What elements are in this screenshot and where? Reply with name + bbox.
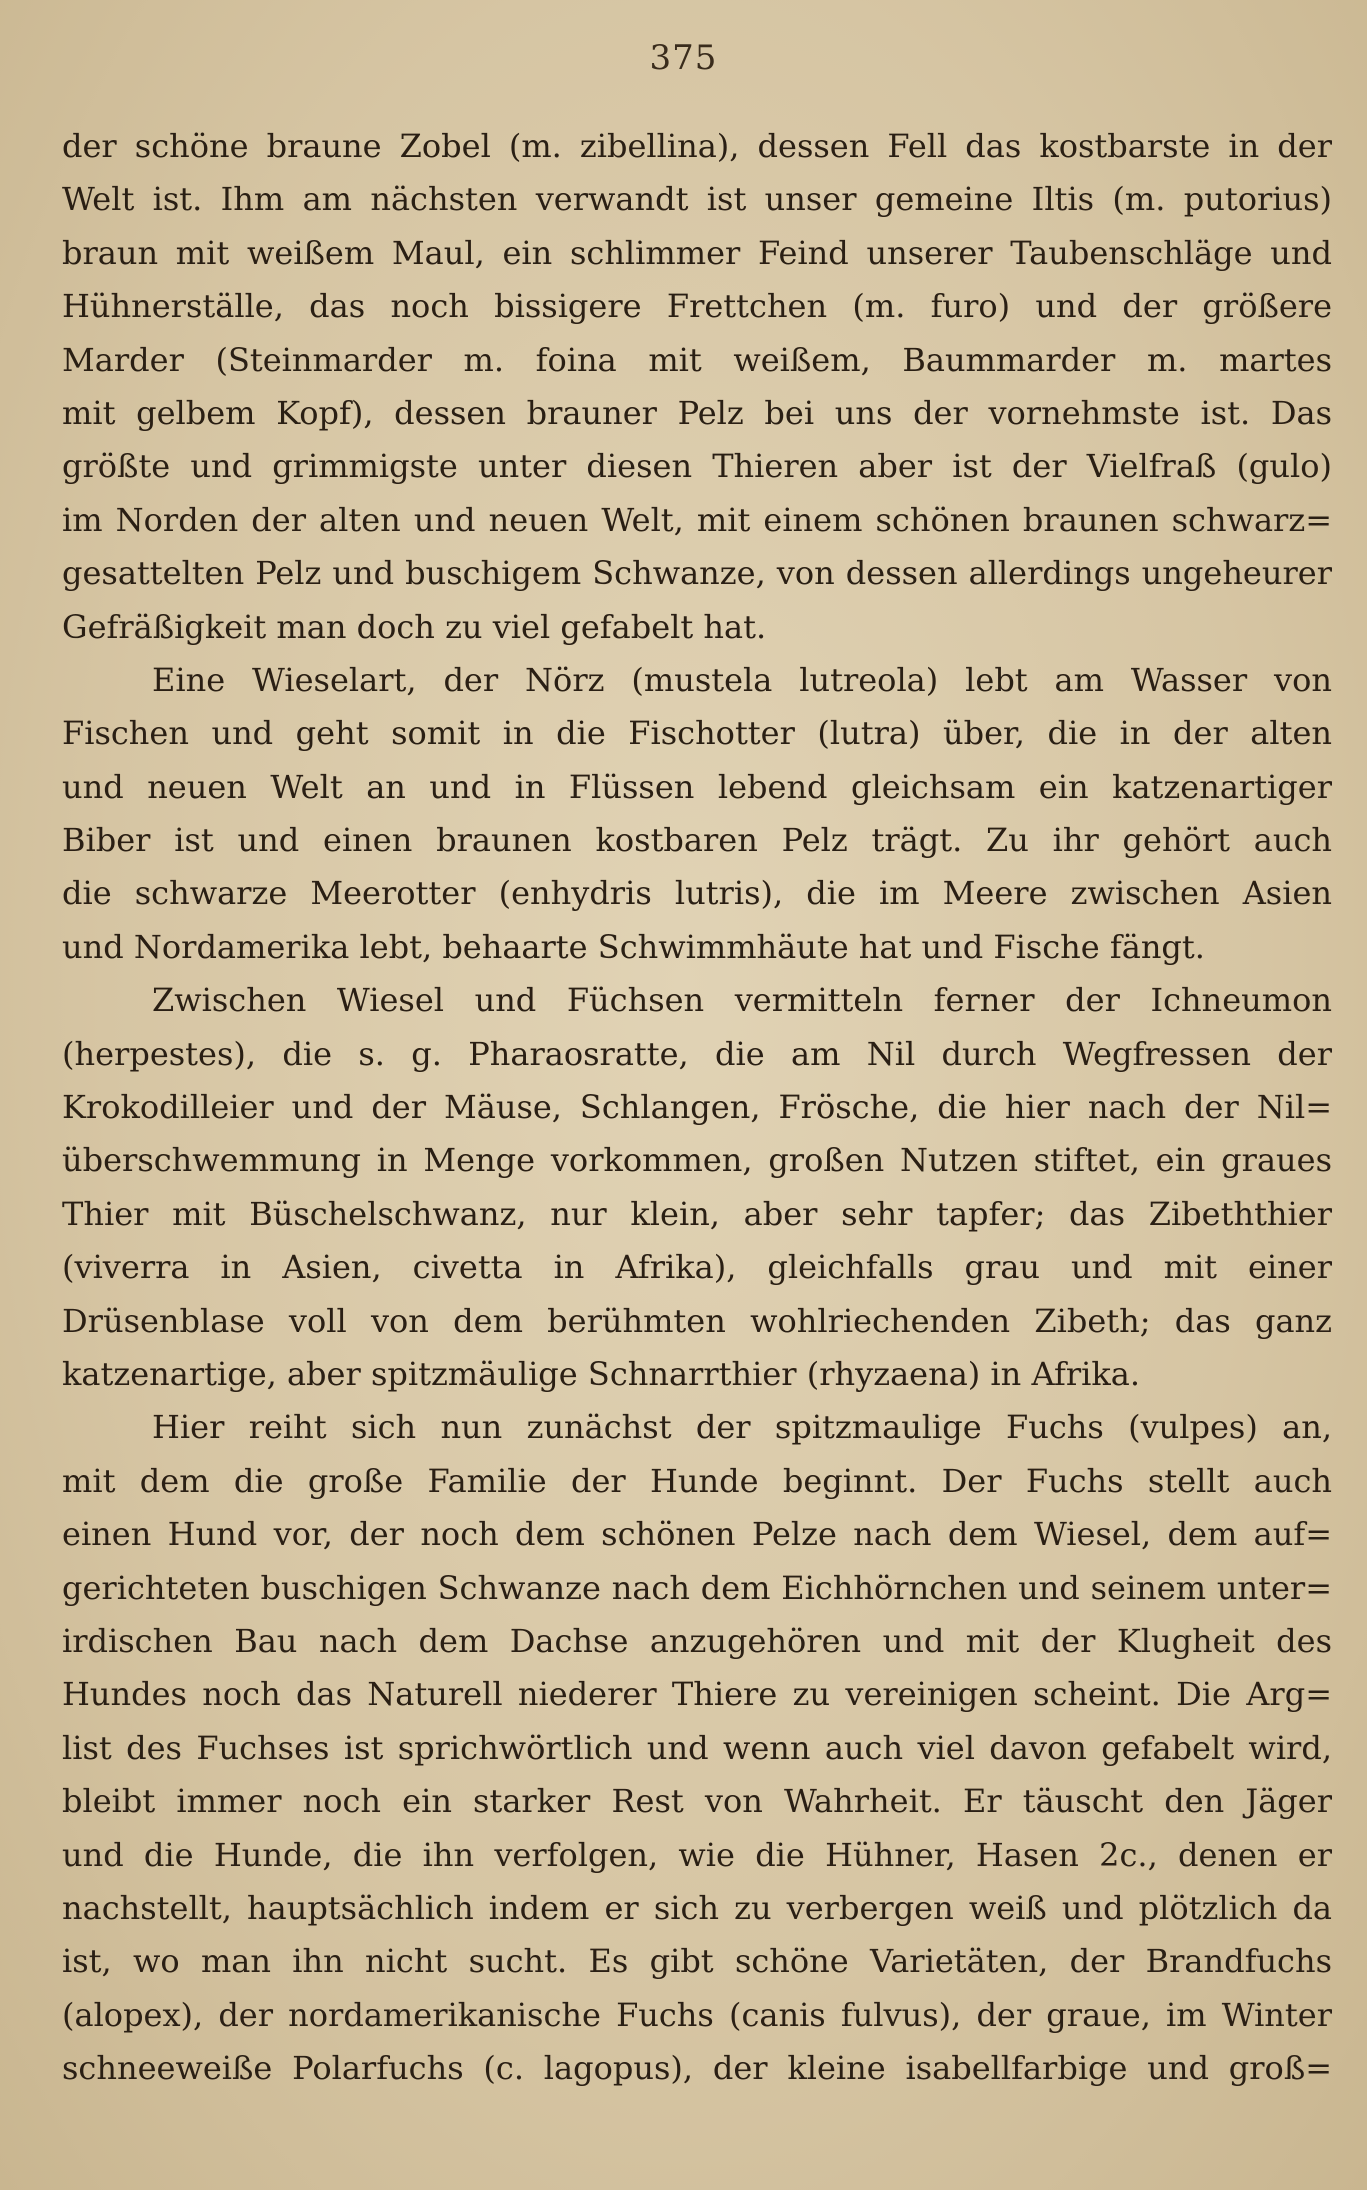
- text-line: Eine Wieselart, der Nörz (mustela lutreola) lebt am Wasser von: [152, 660, 1332, 699]
- text-line: irdischen Bau nach dem Dachse anzugehören und mit der Klugheit des: [62, 1621, 1332, 1660]
- text-line: Drüsenblase voll von dem berühmten wohlriechenden Zibeth; das ganz: [62, 1301, 1332, 1340]
- text-line: (herpestes), die s. g. Pharaosratte, die am Nil durch Wegfressen der: [62, 1034, 1332, 1073]
- text-line: Zwischen Wiesel und Füchsen vermitteln ferner der Ichneumon: [152, 981, 1332, 1020]
- text-line: (viverra in Asien, civetta in Afrika), gleichfalls grau und mit einer: [62, 1248, 1332, 1287]
- text-line: größte und grimmigste unter diesen Thieren aber ist der Vielfraß (gulo): [62, 447, 1332, 486]
- text-line: schneeweiße Polarfuchs (c. lagopus), der kleine isabellfarbige und groß=: [62, 2049, 1332, 2088]
- text-line: Thier mit Büschelschwanz, nur klein, aber sehr tapfer; das Zibeththier: [62, 1194, 1332, 1233]
- text-line: einen Hund vor, der noch dem schönen Pelze nach dem Wiesel, dem auf=: [62, 1515, 1332, 1554]
- text-line: bleibt immer noch ein starker Rest von Wahrheit. Er täuscht den Jäger: [62, 1782, 1332, 1821]
- page-number: 375: [649, 38, 718, 78]
- text-line: list des Fuchses ist sprichwörtlich und wenn auch viel davon gefabelt wird,: [62, 1728, 1332, 1767]
- text-line: mit gelbem Kopf), dessen brauner Pelz bei uns der vornehmste ist. Das: [62, 393, 1332, 432]
- text-line: die schwarze Meerotter (enhydris lutris), die im Meere zwischen Asien: [62, 874, 1332, 913]
- text-line: gesattelten Pelz und buschigem Schwanze, von dessen allerdings ungeheurer: [62, 554, 1332, 593]
- text-line: Hundes noch das Naturell niederer Thiere zu vereinigen scheint. Die Arg=: [62, 1675, 1332, 1714]
- text-line: der schöne braune Zobel (m. zibellina), dessen Fell das kostbarste in der: [62, 127, 1332, 165]
- text-line: katzenartige, aber spitzmäulige Schnarrthier (rhyzaena) in Afrika.: [62, 1354, 1140, 1393]
- text-line: Hier reiht sich nun zunächst der spitzmaulige Fuchs (vulpes) an,: [152, 1408, 1332, 1447]
- text-line: nachstellt, hauptsächlich indem er sich zu verbergen weiß und plötzlich da: [62, 1888, 1332, 1927]
- text-line: und neuen Welt an und in Flüssen lebend gleichsam ein katzenartiger: [62, 767, 1332, 806]
- body-text: [62, 120, 1332, 2095]
- text-line: Marder (Steinmarder m. foina mit weißem, Baummarder m. martes: [62, 340, 1332, 379]
- text-line: gerichteten buschigen Schwanze nach dem Eichhörnchen und seinem unter=: [62, 1568, 1332, 1607]
- text-line: Fischen und geht somit in die Fischotter (lutra) über, die in der alten: [62, 714, 1332, 753]
- text-line: Krokodilleier und der Mäuse, Schlangen, Frösche, die hier nach der Nil=: [62, 1088, 1332, 1127]
- text-line: und die Hunde, die ihn verfolgen, wie die Hühner, Hasen 2c., denen er: [62, 1835, 1332, 1874]
- text-line: und Nordamerika lebt, behaarte Schwimmhäute hat und Fische fängt.: [62, 927, 1205, 966]
- text-line: überschwemmung in Menge vorkommen, großen Nutzen stiftet, ein graues: [62, 1141, 1332, 1180]
- text-line: Gefräßigkeit man doch zu viel gefabelt hat.: [62, 607, 767, 646]
- text-line: mit dem die große Familie der Hunde beginnt. Der Fuchs stellt auch: [62, 1461, 1332, 1500]
- text-line: Welt ist. Ihm am nächsten verwandt ist unser gemeine Iltis (m. putorius): [62, 180, 1332, 219]
- text-line: braun mit weißem Maul, ein schlimmer Feind unserer Taubenschläge und: [62, 233, 1332, 272]
- text-line: Hühnerställe, das noch bissigere Frettchen (m. furo) und der größere: [62, 287, 1332, 326]
- text-line: Biber ist und einen braunen kostbaren Pelz trägt. Zu ihr gehört auch: [62, 821, 1332, 860]
- text-line: ist, wo man ihn nicht sucht. Es gibt schöne Varietäten, der Brandfuchs: [62, 1942, 1332, 1981]
- text-line: im Norden der alten und neuen Welt, mit einem schönen braunen schwarz=: [62, 500, 1332, 539]
- text-line: (alopex), der nordamerikanische Fuchs (canis fulvus), der graue, im Winter: [62, 1995, 1332, 2034]
